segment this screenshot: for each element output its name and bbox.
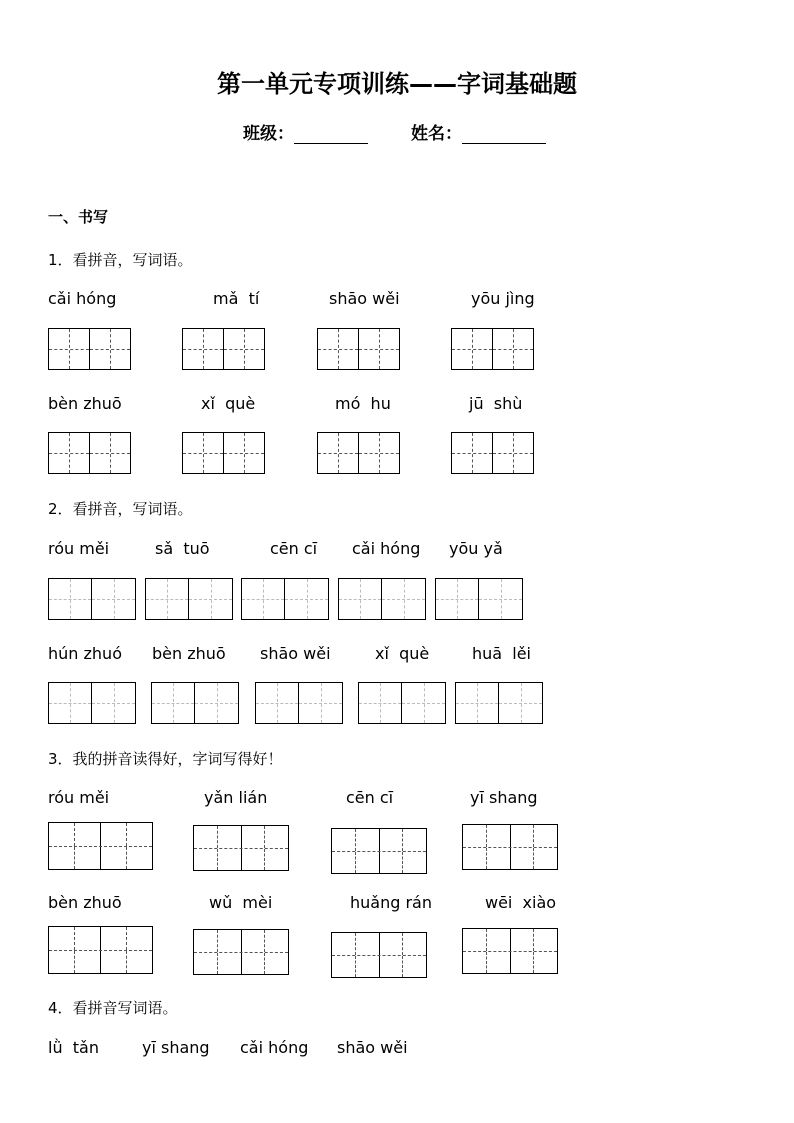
writing-grid[interactable]: [151, 682, 239, 724]
writing-grid[interactable]: [193, 825, 289, 871]
pinyin: yī shang: [470, 788, 538, 807]
writing-grid[interactable]: [145, 578, 233, 620]
writing-grid[interactable]: [331, 932, 427, 978]
writing-grid[interactable]: [455, 682, 543, 724]
pinyin: mǎ tí: [213, 289, 260, 308]
writing-grid[interactable]: [255, 682, 343, 724]
question-3-label: 3．我的拼音读得好，字词写得好！: [48, 750, 283, 768]
writing-grid[interactable]: [48, 328, 131, 370]
writing-grid[interactable]: [331, 828, 427, 874]
pinyin: yōu jìng: [471, 289, 535, 308]
name-label: 姓名：: [411, 124, 462, 144]
pinyin: bèn zhuō: [48, 394, 122, 413]
writing-grid[interactable]: [462, 928, 558, 974]
writing-grid[interactable]: [338, 578, 426, 620]
writing-grid[interactable]: [48, 432, 131, 474]
writing-grid[interactable]: [358, 682, 446, 724]
pinyin: cǎi hóng: [240, 1038, 309, 1057]
pinyin: hún zhuó: [48, 644, 122, 663]
writing-grid[interactable]: [48, 822, 153, 870]
pinyin: yōu yǎ: [449, 539, 503, 558]
writing-grid[interactable]: [451, 432, 534, 474]
writing-grid[interactable]: [48, 578, 136, 620]
pinyin: bèn zhuō: [152, 644, 226, 663]
writing-grid[interactable]: [48, 926, 153, 974]
pinyin: huā lěi: [472, 644, 531, 663]
pinyin: sǎ tuō: [155, 539, 210, 558]
pinyin: cǎi hóng: [352, 539, 421, 558]
pinyin: bèn zhuō: [48, 893, 122, 912]
pinyin: cēn cī: [346, 788, 394, 807]
writing-grid[interactable]: [48, 682, 136, 724]
pinyin: lǜ tǎn: [48, 1038, 99, 1057]
question-1-label: 1．看拼音，写词语。: [48, 251, 193, 269]
pinyin: mó hu: [335, 394, 391, 413]
writing-grid[interactable]: [182, 432, 265, 474]
pinyin: róu měi: [48, 788, 110, 807]
question-2-label: 2．看拼音，写词语。: [48, 500, 193, 518]
pinyin: wǔ mèi: [209, 893, 273, 912]
pinyin: huǎng rán: [350, 893, 432, 912]
pinyin: wēi xiào: [485, 893, 557, 912]
class-field: [243, 119, 368, 144]
pinyin: xǐ què: [375, 644, 430, 663]
page-title: 第一单元专项训练——字词基础题: [217, 70, 577, 98]
writing-grid[interactable]: [317, 432, 400, 474]
pinyin: shāo wěi: [329, 289, 400, 308]
pinyin: xǐ què: [201, 394, 256, 413]
writing-grid[interactable]: [241, 578, 329, 620]
writing-grid[interactable]: [317, 328, 400, 370]
name-blank[interactable]: [462, 125, 546, 144]
class-blank[interactable]: [294, 125, 368, 144]
question-4-label: 4．看拼音写词语。: [48, 999, 178, 1017]
pinyin: yǎn lián: [204, 788, 268, 807]
pinyin: jū shù: [469, 394, 523, 413]
section-heading: 一、书写: [48, 208, 109, 226]
writing-grid[interactable]: [451, 328, 534, 370]
pinyin: róu měi: [48, 539, 110, 558]
writing-grid[interactable]: [182, 328, 265, 370]
pinyin: yī shang: [142, 1038, 210, 1057]
pinyin: cēn cī: [270, 539, 318, 558]
pinyin: shāo wěi: [260, 644, 331, 663]
class-label: 班级：: [243, 124, 294, 144]
writing-grid[interactable]: [462, 824, 558, 870]
writing-grid[interactable]: [435, 578, 523, 620]
name-field: [411, 119, 546, 144]
pinyin: cǎi hóng: [48, 289, 117, 308]
pinyin: shāo wěi: [337, 1038, 408, 1057]
writing-grid[interactable]: [193, 929, 289, 975]
